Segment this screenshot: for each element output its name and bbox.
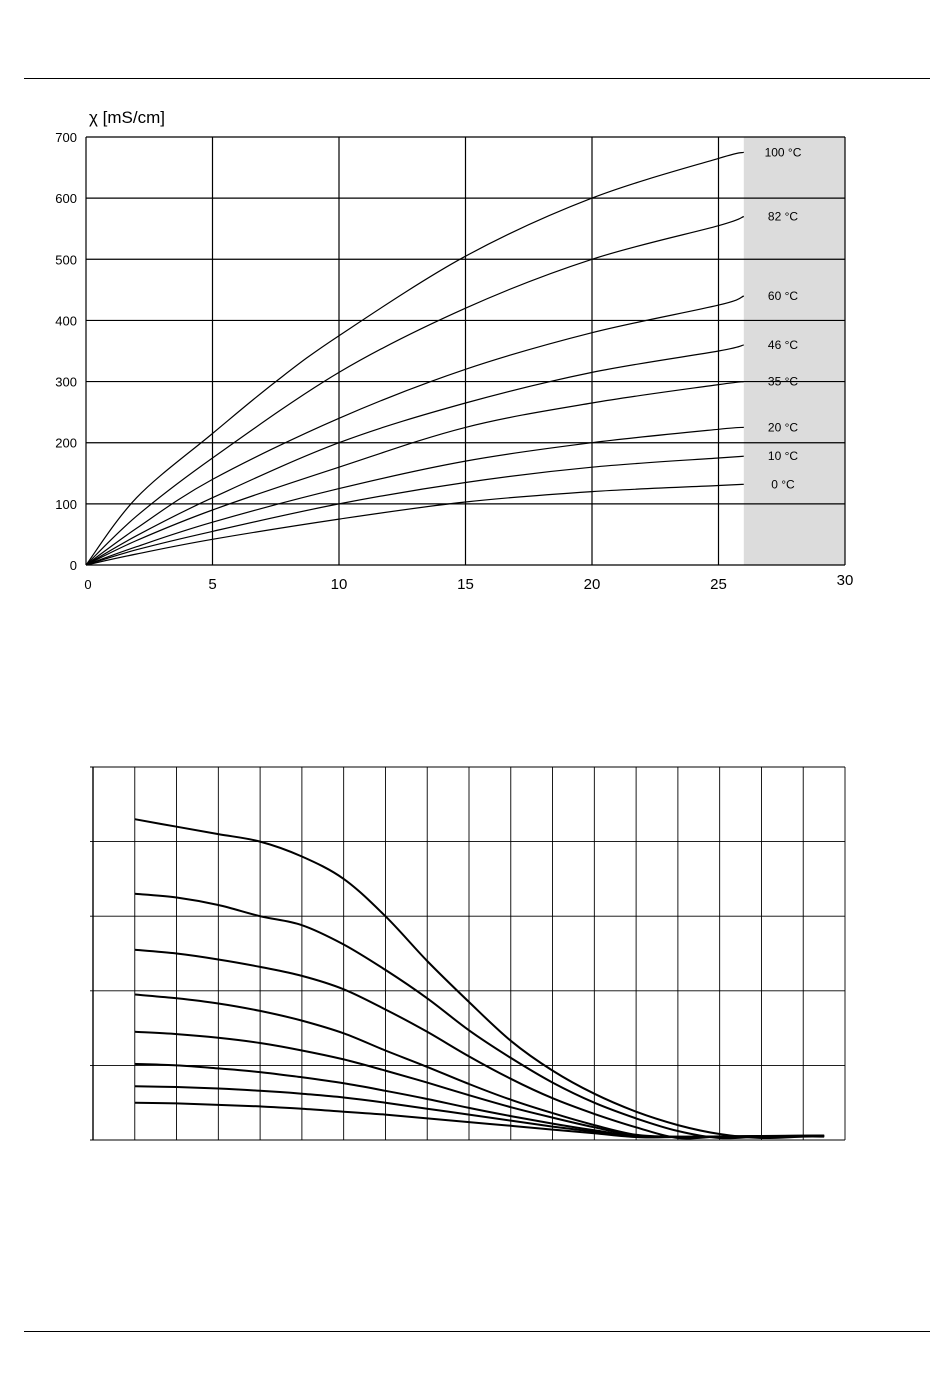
series-label: 35 °C <box>767 374 799 389</box>
series-label: 60 °C <box>767 288 799 303</box>
series-label: 82 °C <box>767 209 799 224</box>
y-tick-label: 400 <box>55 313 77 329</box>
x-tick-label: 10 <box>330 576 348 593</box>
series-label: 46 °C <box>767 337 799 352</box>
y-tick-label: 300 <box>55 374 77 390</box>
series-label: 10 °C <box>767 449 799 464</box>
x-tick-label: 15 <box>457 576 474 593</box>
series-line <box>135 1032 824 1137</box>
y-tick-label: 0 <box>69 558 77 573</box>
y-axis-label: χ [mS/cm] <box>89 108 165 127</box>
series-line <box>135 1103 824 1138</box>
x-tick-label: 5 <box>208 576 217 593</box>
x-tick-label: 20 <box>583 576 601 593</box>
series-label: 100 °C <box>764 145 802 160</box>
x-tick-label: 0 <box>84 577 92 592</box>
series-label: 20 °C <box>767 420 799 435</box>
series-line <box>135 1086 824 1137</box>
x-tick-label: 30 <box>836 572 854 589</box>
y-tick-label: 200 <box>55 435 77 451</box>
y-tick-label: 600 <box>55 191 77 207</box>
x-tick-label: 25 <box>710 576 727 593</box>
y-tick-label: 100 <box>55 496 77 512</box>
y-tick-label: 500 <box>55 252 77 268</box>
series-line <box>135 894 824 1138</box>
series-line <box>135 1064 824 1137</box>
series-label: 0 °C <box>771 477 795 492</box>
y-tick-label: 700 <box>55 130 77 145</box>
